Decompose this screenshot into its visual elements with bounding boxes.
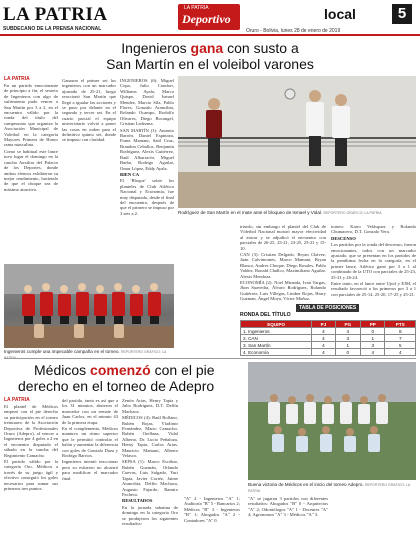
table-cell: 4 [335, 328, 360, 335]
standings-header-row [241, 321, 416, 328]
dateline: Oruro - Bolivia, lunes 28 de enero de 2019 [246, 28, 341, 34]
spike-photo-caption-text: Rodríguez de San Martín en el mate ante el bloqueo de Ismael y Vidal. [178, 210, 323, 215]
deportivo-logo-big: Deportivo [182, 12, 231, 26]
story2-col5 [248, 496, 328, 542]
story2-headline-highlight: comenzó [90, 362, 151, 378]
story1-right-col-b-p2: Los partidos por la ronda del descenso, fueron emocionantes, todos con un marcador ajustado, que se presentan en los partidos de la penúltima fecha en la categoría, en el primer lance, Atlético ganó por 3 a 1 al combinado de la UTO con parciales de 25-23, 25-21 y 26-24. [331, 242, 416, 280]
story1-right-col-a [240, 224, 326, 302]
story1-col2 [62, 78, 116, 263]
football-photo-caption-text: Buena victoria de Médicos en el inicio del torneo Adepro. [248, 482, 364, 487]
table-cell: 7 [385, 335, 416, 342]
story2-col3-p1: Zenón Arias, Henry Tapia y Julio Rodríguez, D.T. Delfín Machaca. [122, 398, 178, 414]
masthead [0, 0, 420, 36]
football-photo-caption [248, 482, 416, 494]
story1-bienca-text: El 'Bloque' sobre los planteles de Club Atlético Nacional y Economía, fue muy disputado, desde el final del encuentro, después de que el primero se impuso por 3 sets a 2. [120, 178, 174, 216]
football-photo-image [248, 362, 416, 480]
table-cell: 2. CAN [241, 335, 312, 342]
section-label: local [324, 6, 356, 22]
table-cell: 4 [385, 349, 416, 356]
spike-photo-caption [178, 210, 416, 216]
story1-right-col-b-p1: torneo: Kairo Velásquez y Rolando Chumacero, D.T. Gonzalo Vera. [331, 224, 416, 235]
story-divider [4, 358, 416, 359]
table-cell: 3. San Martín [241, 342, 312, 349]
standings-col-header: PG [335, 321, 360, 328]
standings-col-header: PP [361, 321, 385, 328]
table-cell: 0 [335, 349, 360, 356]
spike-photo-image [178, 76, 416, 208]
table-cell: 4 [312, 335, 335, 342]
story1-col3 [120, 78, 174, 263]
story2-col2 [62, 398, 118, 542]
table-cell: 1. Ingenieros [241, 328, 312, 335]
table-cell: 4 [312, 349, 335, 356]
standings-table [240, 320, 416, 356]
story2-col3-p3: SEPSA (1): Marco Escóbar, Rubén Guzmán, Orlando Cuevas, Luis Salgado, Yuri Tapia, Javier Cortéz, Jaime Arancibia, Delfín Machaca, Augusto Fajardo, Ramiro Pacheco. [122, 459, 178, 497]
team-photo-caption [4, 349, 174, 361]
deportivo-logo-small: LA PATRIA [184, 5, 209, 11]
table-cell: 4 [312, 342, 335, 349]
story1-right-col-b-p3: Entre tanto, en el lance entre Ujoif y EJM, el resultado favoreció a los primeros por 3 a 1 con parciales de 25-14, 25-20, 17-25 y 25-21. [331, 281, 416, 297]
deportivo-logo [178, 4, 240, 30]
story1-right-col-a-p2: CAN (3): Cristian Delgado, Bryan Chávez, Juan Calvimontes, Marco Mamani, Bryan Blanco, Andres Choque, Diego Rosales, Pablo Valdez, Ronald Challco, Maximiliano Aguilar, Alexis Mendoza. [240, 252, 326, 279]
table-row [241, 342, 416, 349]
story2-headline-line2: derecho en el torneo de Adepro [18, 378, 215, 394]
story1-right-col-a-p3: ECONOMÍA (2): Noel Miranda, Ivan Vargas, Jhon Saavedra, Álvaro Rodríguez, Rolando Gutiérrez, Luis Villegas, Limber Rojas, Harry Guzman, Ángel Moya, Víctor Muñoz. [240, 280, 326, 302]
story1-col2-p1: Ganaron el primer set los ingenieros con un marcador ajustado de 25-21, luego reaccionó San Martín que llegó a igualar las acciones y se puso por delante en el segundo y tercer set. En el cuarto parcial el equipo universitario volvió a poner las cosas en orden para el definitivo quinto set, donde se impuso con claridad. [62, 78, 116, 143]
table-cell: 3 [335, 335, 360, 342]
story2-col1-p1: El plantel de Médicos empezó con el pie derecho su participación en el torneo treintaavo de la Asociación Deportiva de Profesionales Oruro (Adepro), al vencer a Ingenieros por 4 goles a 2 en el encuentro disputado el sábado en la cancha del Regimiento Camacho. [4, 404, 58, 458]
table-cell: 0 [361, 328, 385, 335]
table-cell: 4 [312, 328, 335, 335]
story1-col3-p2: SAN MARTÍN (1): Antonio Barrón, Daniel Espinoza, Franz Mamani, Saúl Cruz, Brandon Ceballos, Benjamín Rodríguez, Alexis Gutiérrez, Raúl Albarracín, Miguel Barba, Rodrigo Aguilar, Omar López, Eddy Ayala. [120, 127, 174, 171]
story2-col5-p1: "A" se jugaron 3 partidos con diferentes resultados: Abogados "B" 0 - Arquitectos "A" 2; Odontólogos "A" 1 - Docentes "A" 4; Agronomos "A" 3 - Médicos "A" 3. [248, 496, 328, 518]
football-photo-credit: REPORTERO GRÁFICO: LA PATRIA [248, 483, 411, 494]
standings-subtitle: RONDA DEL TÍTULO [240, 312, 291, 318]
resultados-text: En la jornada sabatina de domingo en la categoría Oro se produjeron los siguientes resultados: [122, 504, 178, 526]
table-cell: 5 [385, 342, 416, 349]
story1-headline-highlight: gana [190, 40, 224, 56]
standings-col-header: EQUIPO [241, 321, 312, 328]
team-photo [4, 264, 174, 348]
story2-headline [4, 362, 244, 394]
spike-photo [178, 76, 416, 208]
story1-right-col-a-p1: triunfo, sin embargo el plantel del Club de Vóleibol Nacional mostró mayor efectividad al atacar y se adjudicó el encuentro con parciales de 26-25, 25-21, 23-25, 25-21 y 15-10. [240, 224, 326, 251]
table-row [241, 349, 416, 356]
masthead-rule [0, 34, 420, 36]
table-cell: 3 [361, 342, 385, 349]
story1-headline-post: con susto a [227, 40, 299, 56]
story2-col4-p1: "A" 2 - Ingenieros "A" 1; Auditoría "B" 5 - Bancarios 2; Médicos "B" 3 - Ingenieros "B" 1; Abogados "A" 2 - Contadores "A" 0. [184, 496, 240, 523]
spike-photo-credit: REPORTERO GRÁFICO: LA PATRIA [323, 211, 382, 215]
newspaper-logo: LA PATRIA [3, 4, 108, 25]
story2-headline-post: con el pie [154, 362, 215, 378]
table-cell: 4 [361, 349, 385, 356]
table-cell: 8 [385, 328, 416, 335]
table-cell: 1 [361, 335, 385, 342]
descenso-head: DESCENSO [331, 235, 356, 241]
story2-headline-pre: Médicos [34, 362, 87, 378]
standings-title: TABLA DE POSICIONES [296, 304, 359, 312]
story2-col3 [122, 398, 178, 542]
standings-col-header: PJ [312, 321, 335, 328]
story1-bienca-head: BIEN CA [120, 171, 140, 177]
story1-kicker: LA PATRIA [4, 76, 30, 82]
story2-col1-p2: El partido válido por la categoría Oro, Médicos a través de su juego ágil y efectivo consiguió los goles necesarios para sumar sus primeros tres puntos. [4, 459, 58, 492]
team-photo-image [4, 264, 174, 348]
team-photo-credit: REPORTERO GRÁFICO: LA [120, 350, 167, 354]
story1-right-col-b [331, 224, 416, 304]
story2-col2-p2: En el complemento, Médicos mantuvo un ritmo superior que le permitió controlar el balón y aumentar la diferencia con goles de Gonzalo Daza y Rodrigo Barrios. [62, 426, 118, 459]
standings-col-header: PTS [385, 321, 416, 328]
resultados-head: RESULTADOS [122, 498, 153, 504]
team-photo-caption-text: Ingenieros cumple una impecable campaña en el torneo. [4, 349, 120, 354]
story2-col2-p1: del partido, tanto es así que a los 31 minutos, abrieron el marcador con un remate de Juan Carlos, en el minuto 43 de la primera etapa. [62, 398, 118, 425]
football-photo [248, 362, 416, 480]
story1-headline [4, 40, 416, 72]
tagline: SUBDECANO DE LA PRENSA NACIONAL [3, 26, 102, 32]
story2-col1 [4, 404, 58, 542]
story2-kicker: LA PATRIA [4, 397, 30, 403]
story2-col3-p2: MÉDICOS (4): Raúl Rollano, Rubén Rojas, Vladimir Fernández, Mario Camacho, Rubén Orellana, Vidal Alberto, Dr. Lucio Peñaloza, Henry Tapia, Carlos Arias, Mauricio Mamani, Alberto Velasco. [122, 415, 178, 459]
table-row [241, 328, 416, 335]
table-cell: 4. Economía [241, 349, 312, 356]
story1-col3-p1: INGENIEROS (6): Miguel Copa, Julio Condori, Williams Ayala, Marco Quispe, David Ismael Mendez, Marcio Sila, Pablo Flores, Gonzalo Arancibia, Rolando Ocampo, Rodolfo Olivares, Diego Bocangel, Cristian Ledezma. [120, 78, 174, 127]
story1-col1-p1: En un partido emocionante de principio a fin, el sexteto de Ingenieros con algo de sufrimiento pudo vencer a San Martín por 3 a 2, en el encuentro válido por la ronda del título del campeonato que organiza la Asociación Municipal de Voleibol en la categoría Mayores Primera de Honor rama masculina. [4, 83, 58, 148]
story2-col2-p3: Ingenieros intentó reaccionar pero su esfuerzo no alcanzó para modificar el marcador final. [62, 459, 118, 481]
story1-headline-pre: Ingenieros [121, 40, 187, 56]
story1-col1-p2: Como se habitual este lance tuvo lugar el domingo en la cancha Auxiliar del Palacio de los Deportes, donde ambos elencos exhibieron su mejor rendimiento, haciendo de que el choque sea de máximo atractivo. [4, 148, 58, 192]
page-number: 5 [392, 4, 412, 24]
story2-col4 [184, 496, 240, 542]
story1-headline-line2: San Martín en el voleibol varones [106, 56, 314, 72]
story1-col1 [4, 83, 58, 263]
table-row [241, 335, 416, 342]
table-cell: 1 [335, 342, 360, 349]
